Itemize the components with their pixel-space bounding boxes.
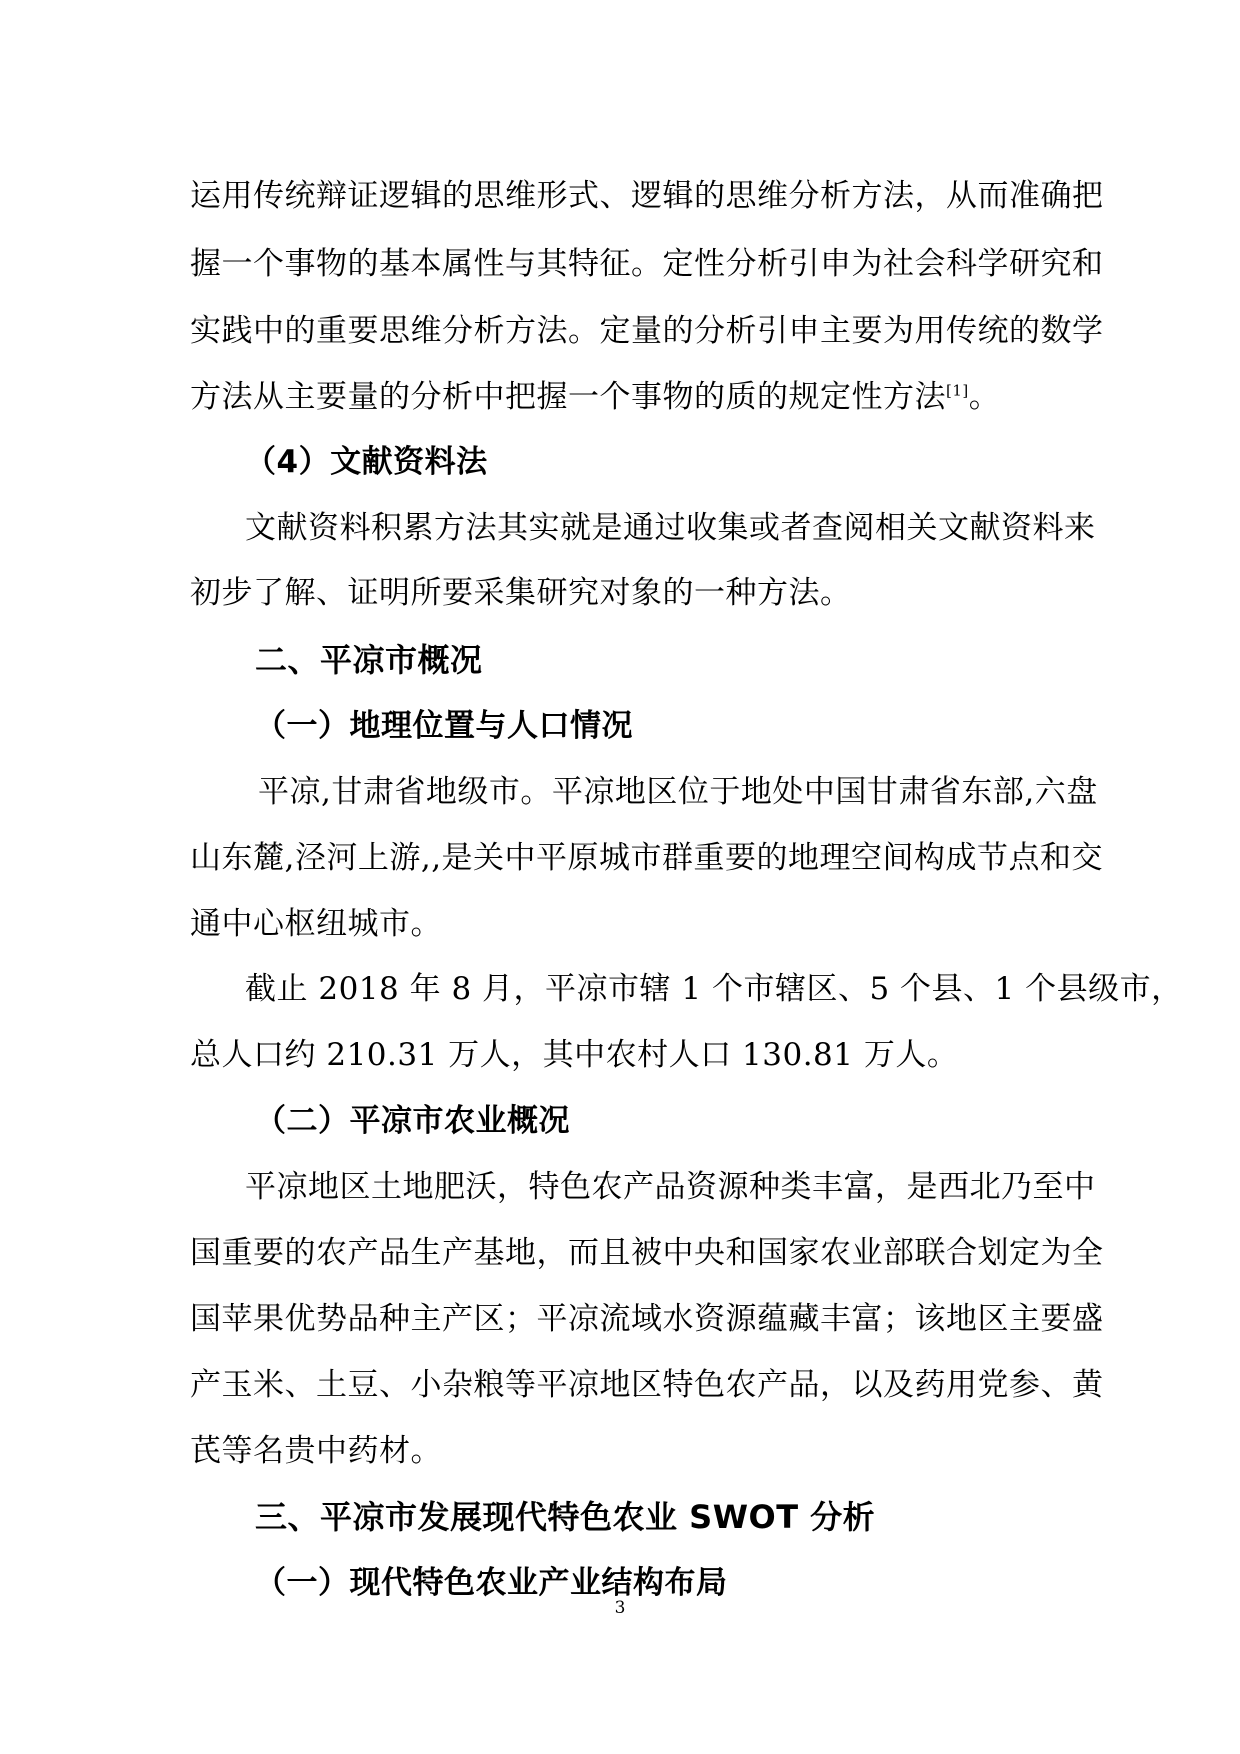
paragraph-line: 总人口约 210.31 万人，其中农村人口 130.81 万人。 <box>190 1037 959 1073</box>
paragraph-text: 方法从主要量的分析中把握一个事物的质的规定性方法 <box>190 379 946 415</box>
paragraph-line: 芪等名贵中药材。 <box>190 1433 442 1469</box>
paragraph-line: 平凉地区土地肥沃，特色农产品资源种类丰富，是西北乃至中 <box>245 1169 1096 1205</box>
paragraph-line: 实践中的重要思维分析方法。定量的分析引申主要为用传统的数学 <box>190 313 1104 349</box>
section-heading: 二、平凉市概况 <box>255 641 483 679</box>
paragraph-end: 。 <box>968 379 1001 415</box>
paragraph-line: 截止 2018 年 8 月，平凉市辖 1 个市辖区、5 个县、1 个县级市， <box>245 971 1183 1007</box>
citation-marker: [1] <box>946 381 969 400</box>
paragraph-line: 握一个事物的基本属性与其特征。定性分析引申为社会科学研究和 <box>190 246 1104 282</box>
subsection-heading: （二）平凉市农业概况 <box>255 1103 570 1139</box>
paragraph-line: 文献资料积累方法其实就是通过收集或者查阅相关文献资料来 <box>245 510 1096 546</box>
paragraph-line: 国重要的农产品生产基地，而且被中央和国家农业部联合划定为全 <box>190 1235 1104 1271</box>
paragraph-line: 产玉米、土豆、小杂粮等平凉地区特色农产品，以及药用党参、黄 <box>190 1367 1104 1403</box>
paragraph-line: 初步了解、证明所要采集研究对象的一种方法。 <box>190 575 852 611</box>
paragraph-line: 国苹果优势品种主产区；平凉流域水资源蕴藏丰富；该地区主要盛 <box>190 1301 1104 1337</box>
paragraph-line: 通中心枢纽城市。 <box>190 906 442 942</box>
paragraph-line: 平凉,甘肃省地级市。平凉地区位于地处中国甘肃省东部,六盘 <box>258 774 1098 810</box>
subsection-heading: （一）现代特色农业产业结构布局 <box>255 1565 728 1601</box>
page-number: 3 <box>614 1598 626 1618</box>
paragraph-line: 运用传统辩证逻辑的思维形式、逻辑的思维分析方法，从而准确把 <box>190 178 1104 214</box>
paragraph-line: 山东麓,泾河上游,,是关中平原城市群重要的地理空间构成节点和交 <box>190 840 1104 876</box>
paragraph-line <box>190 377 1000 417</box>
subsection-heading: （4）文献资料法 <box>245 444 488 480</box>
section-heading: 三、平凉市发展现代特色农业 SWOT 分析 <box>255 1498 876 1536</box>
subsection-heading: （一）地理位置与人口情况 <box>255 708 633 744</box>
